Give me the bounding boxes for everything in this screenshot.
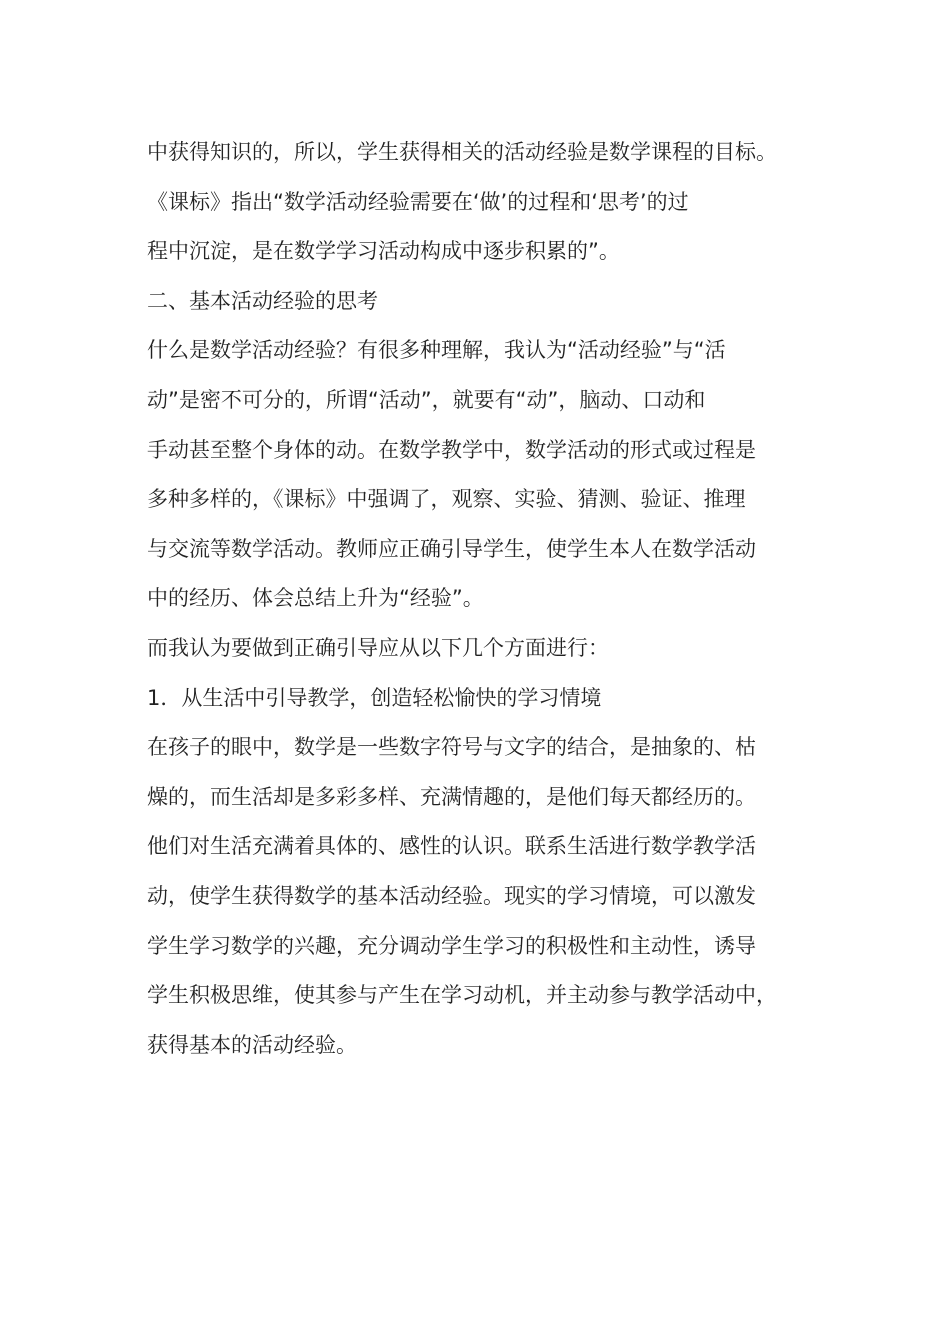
paragraph-line: 而我认为要做到正确引导应从以下几个方面进行： [147,635,609,660]
paragraph-line: 动”是密不可分的，所谓“活动”，就要有“动”，脑动、口动和 [147,387,706,412]
paragraph-line: 中获得知识的，所以，学生获得相关的活动经验是数学课程的目标。 [147,140,777,164]
paragraph-line: 《课标》指出“数学活动经验需要在‘做’的过程和‘思考’的过 [147,189,689,214]
paragraph-line: 多种多样的，《课标》中强调了，观察、实验、猜测、验证、推理 [147,487,746,512]
paragraph-line: 燥的，而生活却是多彩多样、充满情趣的，是他们每天都经历的。 [147,784,756,809]
paragraph-line: 什么是数学活动经验？有很多种理解，我认为“活动经验”与“活 [147,338,726,363]
section-heading: 二、基本活动经验的思考 [147,288,378,313]
paragraph-line: 获得基本的活动经验。 [147,1032,357,1057]
paragraph-line: 他们对生活充满着具体的、感性的认识。联系生活进行数学教学活 [147,834,756,859]
subsection-heading: 1．从生活中引导教学，创造轻松愉快的学习情境 [147,685,602,710]
paragraph-line: 程中沉淀，是在数学学习活动构成中逐步积累的”。 [147,239,620,264]
paragraph-line: 在孩子的眼中，数学是一些数字符号与文字的结合，是抽象的、枯 [147,735,756,760]
paragraph-line: 与交流等数学活动。教师应正确引导学生，使学生本人在数学活动 [147,536,756,561]
paragraph-line: 中的经历、体会总结上升为“经验”。 [147,586,484,611]
paragraph-line: 学生积极思维，使其参与产生在学习动机，并主动参与教学活动中， [147,983,777,1008]
document-body [147,128,817,1070]
paragraph-line: 手动甚至整个身体的动。在数学教学中，数学活动的形式或过程是 [147,437,756,462]
paragraph-line: 动，使学生获得数学的基本活动经验。现实的学习情境，可以激发 [147,883,756,908]
paragraph-line: 学生学习数学的兴趣，充分调动学生学习的积极性和主动性，诱导 [147,933,756,958]
